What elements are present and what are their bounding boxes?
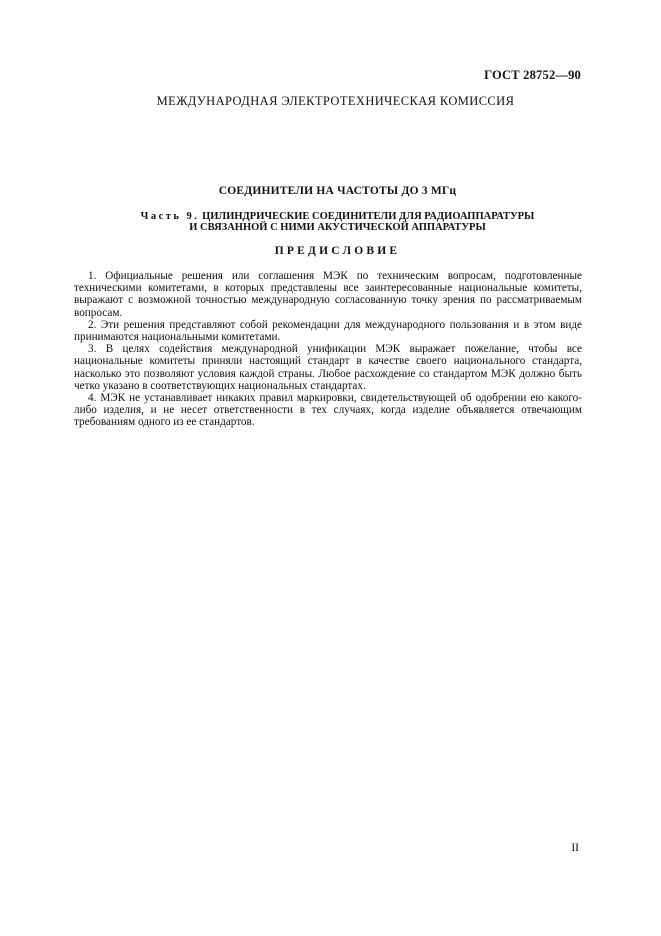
organization-name: МЕЖДУНАРОДНАЯ ЭЛЕКТРОТЕХНИЧЕСКАЯ КОМИССИЯ — [156, 94, 515, 108]
section-heading: ПРЕДИСЛОВИЕ — [274, 245, 401, 257]
document-subtitle — [0, 211, 661, 233]
document-title: СОЕДИНИТЕЛИ НА ЧАСТОТЫ ДО 3 МГц — [218, 185, 457, 197]
paragraph: 3. В целях содействия международной унификации МЭК выражает пожелание, чтобы все национальные комитеты приняли настоящий стандарт в качестве своего национального стандарта, насколько это позволяют условия каждой страны. Любое расхождение со стандартом МЭК должно быть четко указано в соответствующих национальных стандартах. — [74, 343, 582, 392]
subtitle-line-2: И СВЯЗАННОЙ С НИМИ АКУСТИЧЕСКОЙ АППАРАТУРЫ — [189, 222, 486, 233]
subtitle-text-1: ЦИЛИНДРИЧЕСКИЕ СОЕДИНИТЕЛИ ДЛЯ РАДИОАППАРАТУРЫ — [202, 211, 535, 222]
standard-code: ГОСТ 28752—90 — [484, 68, 581, 82]
preface-body — [74, 270, 582, 429]
paragraph: 4. МЭК не устанавливает никаких правил маркировки, свидетельствующей об одобрении ею какого-либо изделия, и не несет ответственности в тех случаях, когда изделие объявляется отвечающим требованиям одного из ее стандартов. — [74, 392, 582, 429]
subtitle-line-1 — [14, 211, 661, 222]
paragraph: 1. Официальные решения или соглашения МЭК по техническим вопросам, подготовленные техническими комитетами, в которых представлены все заинтересованные национальные комитеты, выражают с возможной точностью международную согласованную точку зрения по рассматриваемым вопросам. — [74, 270, 582, 319]
page-number: II — [571, 842, 579, 854]
paragraph: 2. Эти решения представляют собой рекомендации для международного пользования и в этом виде принимаются национальными комитетами. — [74, 318, 582, 344]
part-label: Часть 9. — [140, 211, 200, 222]
